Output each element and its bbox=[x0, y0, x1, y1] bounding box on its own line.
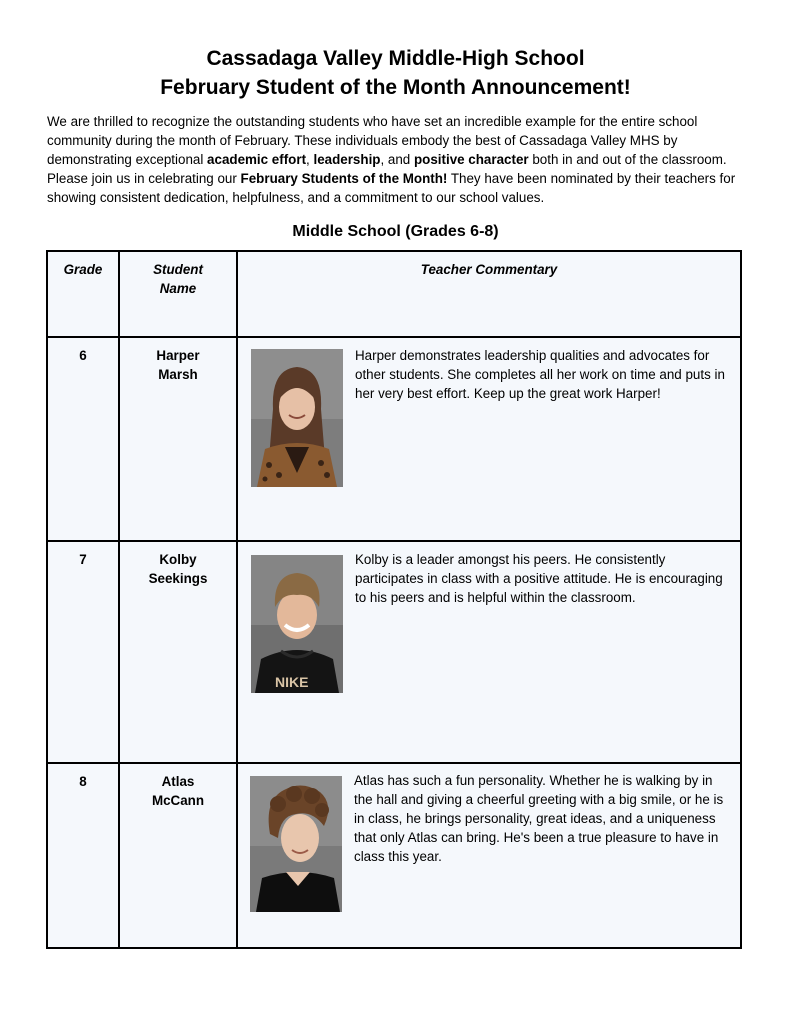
row-grade: 7 bbox=[79, 552, 87, 567]
intro-bold-leadership: leadership bbox=[313, 152, 381, 167]
student-photo bbox=[251, 555, 343, 693]
table-border bbox=[236, 250, 238, 949]
student-photo bbox=[251, 349, 343, 487]
header-student-name-line1: Student bbox=[153, 262, 203, 277]
intro-text: We are thrilled to recognize the outstanding students who have set an incredible example for the entire school community during the month of February. These individuals embody the best of Cassadaga Valley MHS by demonstrating exceptional bbox=[47, 114, 698, 167]
teacher-comment: Atlas has such a fun personality. Whether he is walking by in the hall and giving a cheerful greeting with a big smile, or he is in class, he brings personality, great ideas, and a uniqueness that only Atlas can bring. He's been a true pleasure to have in class this year. bbox=[354, 773, 724, 864]
table-border bbox=[46, 336, 742, 338]
teacher-comment: Kolby is a leader amongst his peers. He consistently participates in class with a positive attitude. He is encouraging to his peers and is helpful within the classroom. bbox=[355, 552, 723, 605]
section-heading: Middle School (Grades 6-8) bbox=[292, 223, 499, 240]
row-grade: 8 bbox=[79, 774, 87, 789]
row-student-name bbox=[120, 346, 236, 384]
student-first-name: Harper bbox=[156, 348, 200, 363]
intro-bold-students-of-month: February Students of the Month! bbox=[240, 171, 448, 186]
student-first-name: Atlas bbox=[161, 774, 195, 789]
intro-bold-positive-character: positive character bbox=[413, 152, 529, 167]
header-teacher-commentary: Teacher Commentary bbox=[420, 262, 558, 277]
row-student-name bbox=[120, 772, 236, 810]
student-last-name: Marsh bbox=[158, 367, 198, 382]
student-last-name: McCann bbox=[151, 793, 205, 808]
header-student-name-line2: Name bbox=[159, 281, 197, 296]
intro-bold-academic-effort: academic effort bbox=[207, 152, 307, 167]
school-title: Cassadaga Valley Middle-High School bbox=[206, 47, 585, 70]
table-border bbox=[46, 947, 742, 949]
student-first-name: Kolby bbox=[159, 552, 197, 567]
header-student-name bbox=[120, 260, 236, 298]
intro-text: , and bbox=[380, 152, 414, 167]
table-border bbox=[46, 250, 742, 252]
intro-text: , bbox=[306, 152, 314, 167]
table-border bbox=[46, 540, 742, 542]
intro-text: both in and out of the classroom. Please join us in celebrating our bbox=[47, 152, 727, 186]
student-photo bbox=[250, 776, 342, 912]
teacher-comment: Harper demonstrates leadership qualities and advocates for other students. She completes all her work on time and puts in her very best effort. Keep up the great work Harper! bbox=[355, 348, 725, 401]
intro-text: They have been nominated by their teachers for showing consistent dedication, helpfulness, and a commitment to our school values. bbox=[47, 171, 736, 205]
intro-paragraph bbox=[47, 112, 747, 207]
row-grade: 6 bbox=[79, 348, 87, 363]
announcement-title: February Student of the Month Announcement! bbox=[160, 76, 631, 99]
header-grade: Grade bbox=[63, 262, 103, 277]
table-border bbox=[740, 250, 742, 949]
student-last-name: Seekings bbox=[148, 571, 208, 586]
row-student-name bbox=[120, 550, 236, 588]
table-border bbox=[46, 762, 742, 764]
svg-text:NIKE: NIKE bbox=[275, 674, 309, 690]
